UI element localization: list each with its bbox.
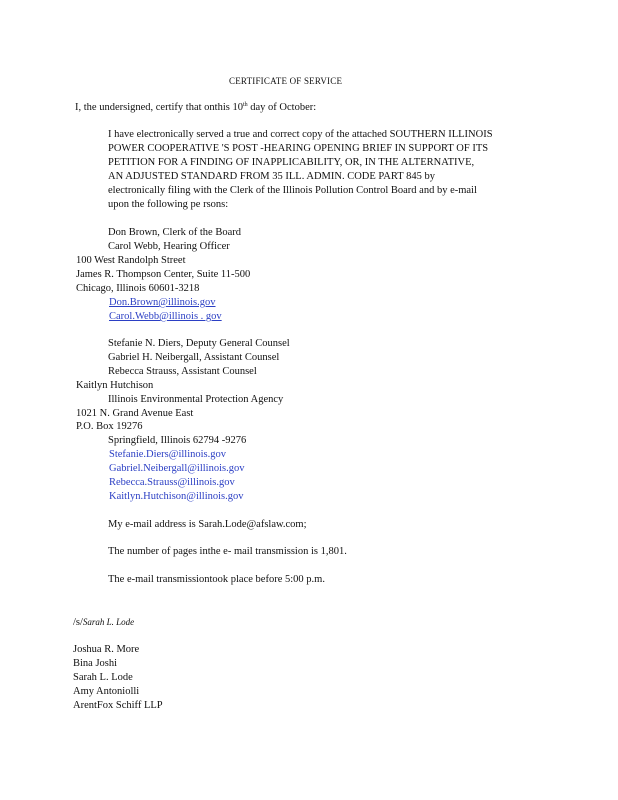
signature-prefix: /s/ <box>73 617 83 628</box>
page-title: CERTIFICATE OF SERVICE <box>229 76 343 86</box>
email-link[interactable]: Gabriel.Neibergall@illinois.gov <box>109 463 245 474</box>
paragraph-line: I have electronically served a true and correct copy of the attached SOUTHERN ILLINOIS <box>108 129 493 140</box>
service-paragraph <box>108 128 540 212</box>
recipient-name: Don Brown, Clerk of the Board <box>108 227 241 238</box>
firm-name: ArentFox Schiff LLP <box>73 700 163 711</box>
signer-name: Bina Joshi <box>73 658 118 669</box>
recipient-name: Stefanie N. Diers, Deputy General Counsel <box>108 338 290 349</box>
signer-name: Sarah L. Lode <box>73 672 133 683</box>
email-link[interactable]: Rebecca.Strauss@illinois.gov <box>109 477 235 488</box>
paragraph-line: POWER COOPERATIVE 'S POST -HEARING OPENING BRIEF IN SUPPORT OF ITS <box>108 143 489 154</box>
email-link[interactable]: Stefanie.Diers@illinois.gov <box>109 449 226 460</box>
address-line: 1021 N. Grand Avenue East <box>76 408 194 419</box>
statement-pages: The number of pages inthe e- mail transmission is 1,801. <box>108 546 347 557</box>
agency-name: Illinois Environmental Protection Agency <box>108 394 284 405</box>
intro-date-text: day of October: <box>250 102 317 113</box>
address-line: Chicago, Illinois 60601-3218 <box>76 283 200 294</box>
paragraph-line: AN ADJUSTED STANDARD FROM 35 ILL. ADMIN. CODE PART 845 by <box>108 171 435 182</box>
address-line: James R. Thompson Center, Suite 11-500 <box>76 269 251 280</box>
address-line: P.O. Box 19276 <box>76 421 143 432</box>
paragraph-line: upon the following pe rsons: <box>108 199 229 210</box>
intro-text: I, the undersigned, certify that onthis 10 <box>75 102 243 113</box>
paragraph-line: PETITION FOR A FINDING OF INAPPLICABILITY, OR, IN THE ALTERNATIVE, <box>108 157 475 168</box>
address-line: 100 West Randolph Street <box>76 255 186 266</box>
statement-time: The e-mail transmissiontook place before 5:00 p.m. <box>108 574 325 585</box>
statement-email: My e-mail address is Sarah.Lode@afslaw.com; <box>108 519 307 530</box>
electronic-signature <box>73 615 134 630</box>
address-line: Springfield, Illinois 62794 -9276 <box>108 435 247 446</box>
recipient-name: Gabriel H. Neibergall, Assistant Counsel <box>108 352 280 363</box>
recipient-name: Kaitlyn Hutchison <box>76 380 154 391</box>
intro-superscript: th <box>242 102 248 108</box>
signer-name: Joshua R. More <box>73 644 140 655</box>
email-link[interactable]: Don.Brown@illinois.gov <box>109 297 216 308</box>
recipient-name: Rebecca Strauss, Assistant Counsel <box>108 366 257 377</box>
signature-name: Sarah L. Lode <box>82 617 135 627</box>
paragraph-line: electronically filing with the Clerk of the Illinois Pollution Control Board and by e-mail <box>108 185 477 196</box>
recipient-name: Carol Webb, Hearing Officer <box>108 241 230 252</box>
signer-name: Amy Antoniolli <box>73 686 140 697</box>
email-link[interactable]: Carol.Webb@illinois . gov <box>109 311 222 322</box>
email-link[interactable]: Kaitlyn.Hutchison@illinois.gov <box>109 491 244 502</box>
intro-line <box>75 101 316 116</box>
